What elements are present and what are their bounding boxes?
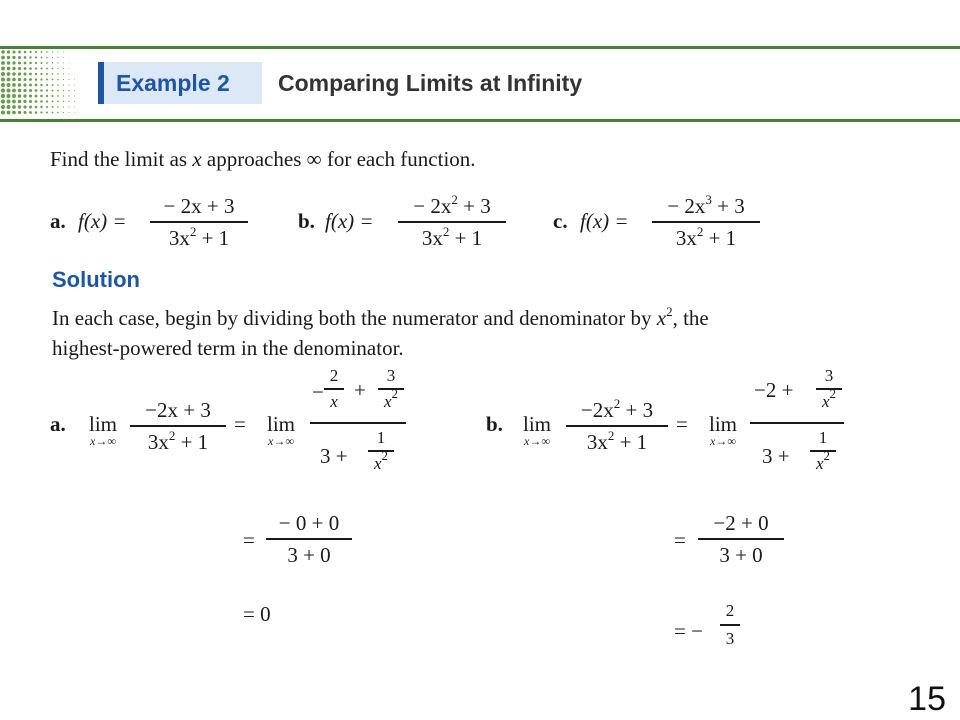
decor-dot bbox=[12, 50, 15, 53]
example-title: Comparing Limits at Infinity bbox=[278, 70, 583, 96]
decor-dot bbox=[63, 106, 64, 107]
decor-dot bbox=[6, 88, 10, 92]
decor-dot bbox=[46, 95, 48, 97]
problem-intro bbox=[50, 147, 476, 172]
decor-dot bbox=[1, 77, 5, 81]
decor-dot bbox=[41, 57, 43, 59]
decor-dot bbox=[46, 84, 48, 86]
decor-dot bbox=[18, 100, 22, 104]
problem-b-fraction bbox=[398, 193, 506, 251]
decor-dot bbox=[68, 90, 69, 91]
solution-b-result-prefix: = − bbox=[674, 619, 703, 643]
decor-dot bbox=[35, 89, 38, 92]
example-label: Example 2 bbox=[104, 62, 262, 104]
solution-b-step3-numerator: −2 + 0 bbox=[713, 511, 769, 535]
plus-sign: + bbox=[354, 378, 366, 402]
decor-dot bbox=[23, 105, 26, 108]
decor-dot bbox=[23, 89, 26, 92]
decor-dot bbox=[29, 67, 32, 70]
problem-a-numerator: − 2x + 3 bbox=[163, 194, 235, 218]
decor-dot bbox=[29, 111, 32, 114]
problem-b-numerator: − $2x^2 + 3$ bbox=[413, 192, 491, 218]
decor-dot bbox=[41, 62, 43, 64]
solution-a-result: = 0 bbox=[243, 602, 271, 626]
decor-dot bbox=[6, 94, 10, 98]
decor-dot bbox=[12, 100, 16, 104]
solution-b-step1-denominator: $3x^2 + 1$ bbox=[586, 427, 648, 454]
decor-dot bbox=[18, 67, 21, 70]
decor-dot bbox=[7, 111, 11, 115]
decor-dot bbox=[18, 56, 21, 59]
decor-dot bbox=[35, 51, 37, 53]
decor-dot bbox=[7, 56, 10, 59]
three-plus: 3 + bbox=[320, 444, 348, 468]
problem-a-denominator: $3x^2 + 1$ bbox=[168, 223, 230, 250]
decor-dot bbox=[18, 89, 22, 93]
solution-heading: Solution bbox=[52, 267, 140, 292]
decor-dot bbox=[1, 94, 5, 98]
solution-b-step1-numerator: $-2x^2 + 3$ bbox=[580, 396, 654, 422]
decor-dot bbox=[57, 79, 59, 81]
decor-dot bbox=[74, 74, 75, 75]
decor-dot bbox=[57, 101, 59, 103]
decor-dot bbox=[69, 63, 70, 64]
solution-a-label: a. bbox=[50, 412, 66, 436]
three-over-x-squared: 3 $x^2$ bbox=[816, 366, 842, 412]
decor-dot bbox=[57, 84, 59, 86]
decor-dot bbox=[23, 111, 26, 114]
solution-b-limit-1: lim x→∞ bbox=[522, 412, 551, 448]
decor-dot bbox=[7, 72, 11, 76]
decor-dot bbox=[46, 106, 48, 108]
problem-c-fraction bbox=[652, 193, 760, 251]
decor-dot bbox=[68, 95, 69, 96]
decor-dot bbox=[12, 105, 16, 109]
solution-a-step3-numerator: − 0 + 0 bbox=[278, 511, 340, 535]
decor-dot bbox=[40, 78, 42, 80]
decor-dot bbox=[35, 111, 38, 114]
decor-dot bbox=[46, 51, 48, 53]
decor-dot bbox=[57, 112, 59, 114]
decor-dot bbox=[46, 100, 48, 102]
decor-dot bbox=[63, 101, 64, 102]
decor-dot bbox=[46, 62, 48, 64]
decor-dot bbox=[35, 100, 38, 103]
decor-dot bbox=[1, 110, 5, 114]
decor-dot bbox=[7, 83, 11, 87]
decor-dot bbox=[68, 101, 69, 102]
solution-a-step1-fraction bbox=[130, 397, 226, 455]
decor-dot bbox=[68, 106, 69, 107]
decor-dot bbox=[12, 67, 15, 70]
decor-dot bbox=[12, 78, 16, 82]
decor-dot bbox=[23, 83, 26, 86]
decor-dot bbox=[46, 89, 48, 91]
decor-dot bbox=[7, 61, 11, 65]
decor-dot bbox=[40, 111, 42, 113]
fraction-bar bbox=[324, 388, 344, 390]
decor-dot bbox=[29, 94, 32, 97]
decor-dot bbox=[57, 106, 59, 108]
decor-dot bbox=[35, 78, 38, 81]
decor-dot bbox=[57, 62, 58, 63]
decor-dot bbox=[24, 62, 27, 65]
fraction-bar bbox=[130, 425, 226, 427]
decor-dot bbox=[52, 68, 54, 70]
decor-dot bbox=[69, 68, 70, 69]
decor-dot bbox=[63, 73, 64, 74]
solution-a-step1-denominator: $3x^2 + 1$ bbox=[147, 427, 209, 454]
decor-dot bbox=[12, 111, 16, 115]
solution-a-step3-fraction bbox=[266, 510, 352, 568]
solution-b-step3-fraction bbox=[698, 510, 784, 568]
problem-c-denominator: $3x^2 + 1$ bbox=[675, 223, 737, 250]
solution-a-limit-2: lim x→∞ bbox=[266, 412, 295, 448]
decor-dot bbox=[6, 99, 10, 103]
decor-dot bbox=[18, 94, 22, 98]
decor-dot bbox=[29, 78, 32, 81]
header-top-rule bbox=[0, 46, 960, 49]
decor-dot bbox=[58, 52, 59, 53]
decor-dot bbox=[1, 67, 5, 71]
decor-dot bbox=[57, 95, 59, 97]
decor-dot bbox=[29, 100, 32, 103]
dot-pattern-decoration bbox=[0, 49, 80, 119]
decor-dot bbox=[74, 101, 75, 102]
decor-dot bbox=[46, 73, 48, 75]
decor-dot bbox=[18, 105, 21, 108]
problem-c-numerator: − $2x^3 + 3$ bbox=[667, 192, 745, 218]
intro-text-b: approaches ∞ for each function. bbox=[201, 147, 476, 171]
solution-b-result-fraction: 2 3 bbox=[720, 600, 740, 650]
decor-dot bbox=[7, 105, 11, 109]
decor-dot bbox=[18, 61, 21, 64]
decor-dot bbox=[18, 78, 21, 81]
decor-dot bbox=[74, 112, 75, 113]
decor-dot bbox=[29, 62, 32, 65]
fraction-bar bbox=[566, 425, 668, 427]
solution-b-step3-denominator: 3 + 0 bbox=[719, 542, 763, 567]
decor-dot bbox=[52, 57, 53, 58]
decor-dot bbox=[23, 94, 26, 97]
decor-dot bbox=[29, 56, 31, 58]
decor-dot bbox=[12, 61, 15, 64]
intro-var: x bbox=[192, 147, 202, 171]
decor-dot bbox=[1, 105, 5, 109]
decor-dot bbox=[74, 107, 75, 108]
decor-dot bbox=[41, 51, 43, 53]
solution-b-step1-fraction bbox=[566, 397, 668, 455]
decor-dot bbox=[35, 62, 37, 64]
solution-b-complex-fraction bbox=[750, 366, 844, 486]
decor-dot bbox=[52, 112, 54, 114]
fraction-bar bbox=[652, 221, 760, 223]
decor-dot bbox=[18, 51, 21, 54]
decor-dot bbox=[18, 83, 21, 86]
decor-dot bbox=[35, 84, 38, 87]
decor-dot bbox=[18, 111, 21, 114]
decor-dot bbox=[24, 51, 27, 54]
solution-explanation: In each case, begin by dividing both the numerator and denominator by $x^2$, the highest-powered term in the denominator. bbox=[52, 304, 709, 360]
decor-dot bbox=[12, 89, 16, 93]
decor-dot bbox=[40, 89, 42, 91]
problem-a-label: a. bbox=[50, 209, 66, 233]
decor-dot bbox=[40, 100, 42, 102]
problem-c-fx: f(x) = bbox=[580, 209, 629, 233]
solution-a-step3-denominator: 3 + 0 bbox=[287, 542, 331, 567]
decor-dot bbox=[63, 52, 64, 53]
decor-dot bbox=[1, 99, 5, 103]
decor-dot bbox=[46, 57, 48, 59]
decor-dot bbox=[23, 100, 26, 103]
decor-dot bbox=[51, 95, 53, 97]
decor-dot bbox=[29, 51, 31, 53]
problem-a-fx: f(x) = bbox=[78, 209, 127, 233]
decor-dot bbox=[63, 112, 64, 113]
decor-dot bbox=[1, 50, 5, 54]
solution-b-label: b. bbox=[486, 412, 503, 436]
decor-dot bbox=[74, 95, 75, 96]
decor-dot bbox=[52, 90, 54, 92]
three-plus: 3 + bbox=[762, 444, 790, 468]
equals-sign: = bbox=[674, 528, 686, 552]
decor-dot bbox=[12, 72, 15, 75]
decor-dot bbox=[7, 50, 10, 53]
decor-dot bbox=[40, 73, 42, 75]
decor-dot bbox=[40, 106, 42, 108]
decor-dot bbox=[40, 84, 42, 86]
decor-dot bbox=[29, 73, 32, 76]
decor-dot bbox=[63, 79, 64, 80]
decor-dot bbox=[1, 83, 5, 87]
fraction-bar bbox=[720, 624, 740, 626]
page-number: 15 bbox=[908, 680, 946, 718]
decor-dot bbox=[18, 72, 21, 75]
problem-b-fx: f(x) = bbox=[325, 209, 374, 233]
decor-dot bbox=[74, 90, 75, 91]
decor-dot bbox=[29, 106, 32, 109]
decor-dot bbox=[35, 106, 38, 109]
decor-dot bbox=[69, 74, 70, 75]
decor-dot bbox=[52, 62, 53, 63]
decor-dot bbox=[52, 51, 53, 52]
decor-dot bbox=[29, 84, 32, 87]
decor-dot bbox=[35, 73, 37, 75]
decor-dot bbox=[35, 56, 37, 58]
decor-dot bbox=[57, 73, 58, 74]
decor-dot bbox=[40, 95, 43, 98]
equals-sign: = bbox=[234, 412, 246, 436]
fraction-bar bbox=[266, 538, 352, 540]
decor-dot bbox=[57, 90, 59, 92]
decor-dot bbox=[23, 78, 26, 81]
one-over-x-squared: 1 $x^2$ bbox=[368, 428, 394, 474]
decor-dot bbox=[12, 56, 15, 59]
decor-dot bbox=[12, 83, 16, 87]
decor-dot bbox=[24, 67, 27, 70]
decor-dot bbox=[52, 73, 54, 75]
neg-two-plus: −2 + bbox=[754, 378, 794, 402]
decor-dot bbox=[29, 89, 32, 92]
three-over-x-squared: 3 $x^2$ bbox=[378, 366, 404, 412]
decor-dot bbox=[24, 56, 27, 59]
solution-a-step1-numerator: −2x + 3 bbox=[145, 398, 211, 422]
two-over-x: 2 x bbox=[324, 366, 344, 412]
main-fraction-bar bbox=[310, 422, 406, 424]
equals-sign: = bbox=[676, 412, 688, 436]
minus-sign: − bbox=[312, 380, 324, 404]
decor-dot bbox=[68, 84, 69, 85]
problem-a-fraction bbox=[150, 193, 248, 251]
equals-sign: = bbox=[243, 528, 255, 552]
decor-dot bbox=[35, 95, 38, 98]
decor-dot bbox=[63, 95, 65, 97]
decor-dot bbox=[1, 56, 5, 60]
decor-dot bbox=[69, 112, 70, 113]
decor-dot bbox=[74, 85, 75, 86]
problem-b-label: b. bbox=[298, 209, 315, 233]
decor-dot bbox=[46, 111, 48, 113]
decor-dot bbox=[63, 84, 64, 85]
decor-dot bbox=[24, 73, 27, 76]
decor-dot bbox=[69, 79, 70, 80]
decor-dot bbox=[35, 67, 37, 69]
decor-dot bbox=[7, 78, 11, 82]
solution-a-limit-1: lim x→∞ bbox=[88, 412, 117, 448]
decor-dot bbox=[1, 72, 5, 76]
decor-dot bbox=[40, 67, 42, 69]
solution-b-limit-2: lim x→∞ bbox=[708, 412, 737, 448]
decor-dot bbox=[52, 84, 54, 86]
intro-text-a: Find the limit as bbox=[50, 147, 193, 171]
decor-dot bbox=[52, 106, 54, 108]
decor-dot bbox=[57, 57, 58, 58]
decor-dot bbox=[52, 79, 54, 81]
fraction-bar bbox=[698, 538, 784, 540]
decor-dot bbox=[46, 78, 48, 80]
decor-dot bbox=[1, 61, 5, 65]
problem-c-label: c. bbox=[553, 209, 568, 233]
one-over-x-squared: 1 $x^2$ bbox=[810, 428, 836, 474]
solution-a-complex-fraction bbox=[310, 366, 406, 486]
decor-dot bbox=[46, 68, 48, 70]
decor-dot bbox=[63, 90, 64, 91]
problem-b-denominator: $3x^2 + 1$ bbox=[421, 223, 483, 250]
decor-dot bbox=[1, 88, 5, 92]
decor-dot bbox=[63, 68, 64, 69]
fraction-bar bbox=[398, 221, 506, 223]
decor-dot bbox=[74, 79, 75, 80]
decor-dot bbox=[63, 57, 64, 58]
main-fraction-bar bbox=[750, 422, 844, 424]
decor-dot bbox=[57, 68, 58, 69]
header-bottom-rule bbox=[0, 119, 960, 122]
fraction-bar bbox=[150, 221, 248, 223]
decor-dot bbox=[7, 67, 11, 71]
decor-dot bbox=[12, 94, 16, 98]
decor-dot bbox=[63, 63, 64, 64]
decor-dot bbox=[52, 101, 54, 103]
